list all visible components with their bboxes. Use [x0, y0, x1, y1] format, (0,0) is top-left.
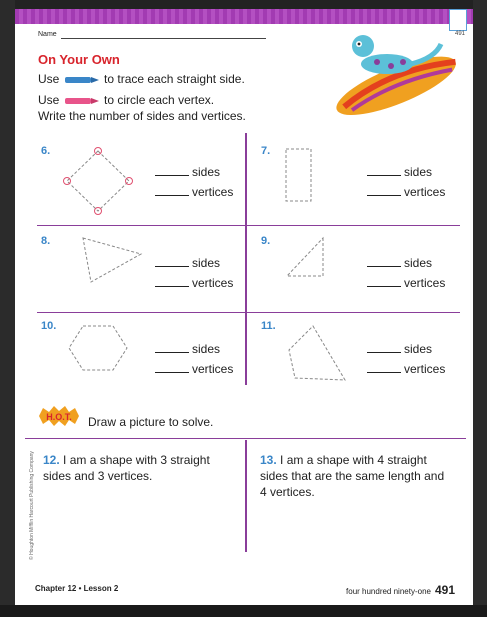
problem-6-diamond-shape	[62, 145, 142, 217]
footer-page-number: 491	[434, 583, 455, 597]
hot-badge-label: H.O.T.	[46, 412, 72, 422]
question-13-number: 13.	[260, 453, 277, 467]
name-label: Name	[38, 31, 57, 38]
problem-7-rectangle-shape	[283, 146, 315, 206]
problem-8-vertices-answer[interactable]: vertices	[155, 276, 233, 290]
footer-page-words: four hundred ninety-one	[346, 587, 431, 596]
problem-10-number: 10.	[41, 320, 57, 332]
hot-badge-icon	[37, 405, 81, 427]
problem-6-number: 6.	[41, 145, 51, 157]
question-12-number: 12.	[43, 453, 60, 467]
problem-8-triangle-shape	[79, 234, 145, 286]
instruction-trace: to trace each straight side.	[104, 72, 245, 86]
question-13	[260, 452, 450, 500]
problem-7-number: 7.	[261, 145, 271, 157]
question-12-text: I am a shape with 3 straight sides and 3 vertices.	[43, 453, 210, 483]
problem-9-sides-answer[interactable]: sides	[367, 256, 432, 270]
problem-9-vertices-answer[interactable]: vertices	[367, 276, 445, 290]
instruction-use-2: Use	[38, 93, 60, 107]
hot-instruction: Draw a picture to solve.	[88, 415, 214, 429]
question-13-text: I am a shape with 4 straight sides that are the same length and 4 vertices.	[260, 453, 445, 499]
problem-7-sides-answer[interactable]: sides	[367, 165, 432, 179]
top-bar	[15, 0, 473, 9]
name-line[interactable]	[61, 38, 266, 39]
problem-11-number: 11.	[261, 320, 276, 332]
question-12	[43, 452, 233, 484]
instruction-circle: to circle each vertex.	[104, 93, 215, 107]
question-divider	[25, 438, 466, 439]
problem-7-vertices-answer[interactable]: vertices	[367, 185, 445, 199]
copyright-notice: © Houghton Mifflin Harcourt Publishing Company	[29, 451, 35, 560]
instruction-line-2	[38, 93, 214, 107]
footer-chapter: Chapter 12 • Lesson 2	[35, 584, 119, 593]
problem-11-sides-answer[interactable]: sides	[367, 342, 432, 356]
grid-divider-row-1	[37, 225, 460, 226]
problem-11-vertices-answer[interactable]: vertices	[367, 362, 445, 376]
page-number-small: 491	[454, 31, 465, 37]
section-heading: On Your Own	[38, 52, 120, 67]
problem-10-vertices-answer[interactable]: vertices	[155, 362, 233, 376]
instruction-line-1	[38, 72, 245, 86]
grid-divider-row-2	[37, 312, 460, 313]
problem-9-triangle-shape	[283, 234, 329, 280]
problem-11-quadrilateral-shape	[285, 322, 349, 386]
worksheet-page	[15, 0, 473, 605]
problem-9-number: 9.	[261, 235, 271, 247]
question-divider-vertical	[245, 440, 247, 552]
blue-crayon-icon	[65, 76, 99, 84]
problem-10-sides-answer[interactable]: sides	[155, 342, 220, 356]
header-band	[15, 9, 473, 24]
red-crayon-icon	[65, 97, 99, 105]
grid-divider-vertical	[245, 133, 247, 385]
footer-page	[346, 583, 455, 597]
problem-6-vertices-answer[interactable]: vertices	[155, 185, 233, 199]
gecko-surfboard-illustration	[325, 28, 465, 116]
instruction-use-1: Use	[38, 72, 60, 86]
problem-8-sides-answer[interactable]: sides	[155, 256, 220, 270]
problem-8-number: 8.	[41, 235, 51, 247]
problem-6-sides-answer[interactable]: sides	[155, 165, 220, 179]
instruction-line-3: Write the number of sides and vertices.	[38, 109, 246, 123]
bottom-strip	[0, 605, 487, 617]
problem-10-hexagon-shape	[67, 322, 131, 374]
